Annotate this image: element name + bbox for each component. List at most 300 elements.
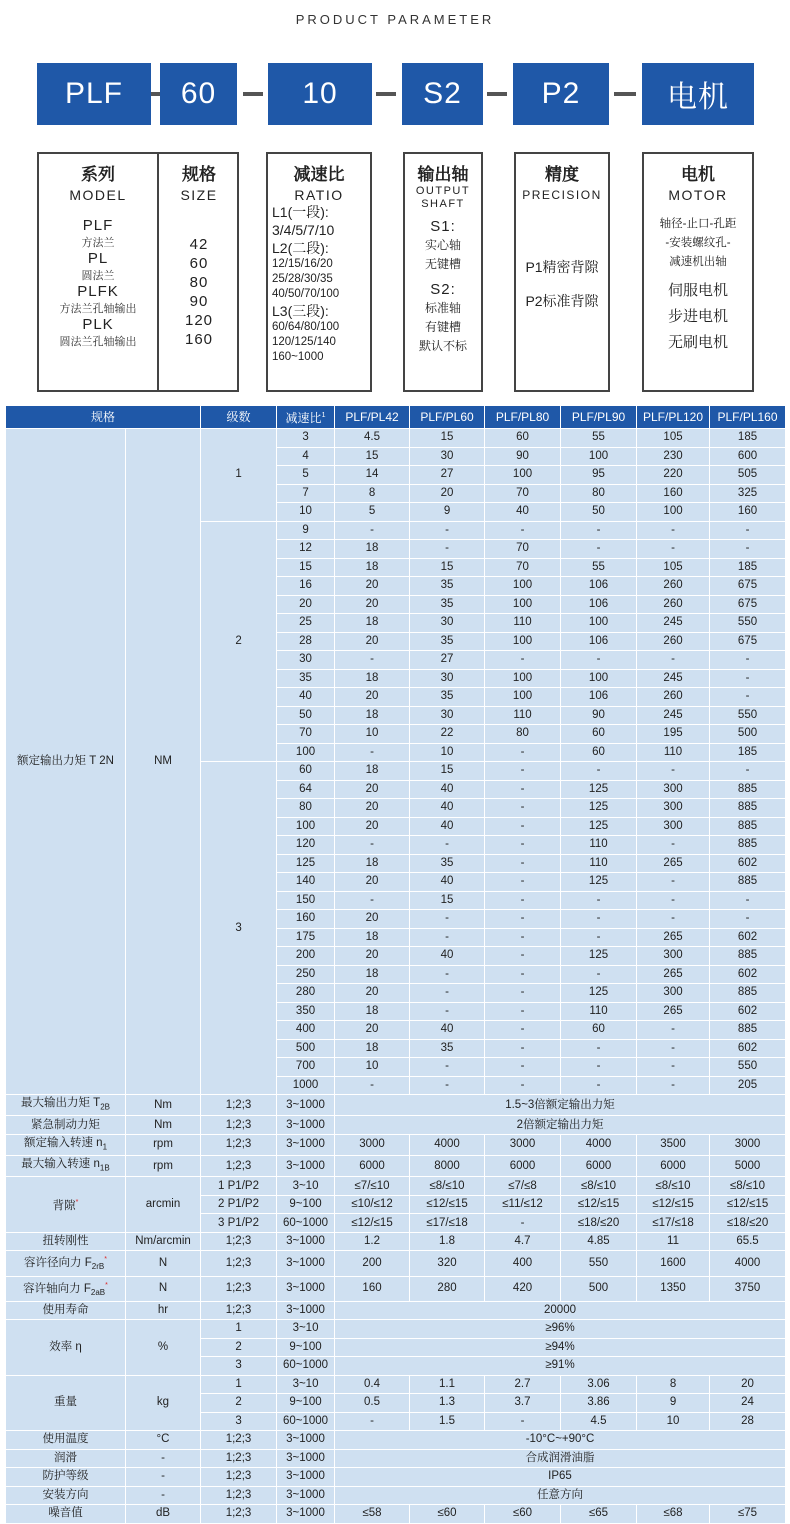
value-cell: 3.86 [561,1394,637,1413]
header-size: 规格 [6,406,201,429]
value-cell: 500 [710,725,786,744]
value-cell: 600 [710,447,786,466]
value-cell: 100 [561,669,637,688]
value-cell: 106 [561,632,637,651]
ratio-l3-values: 160~1000 [272,351,324,363]
merged-value-cell: ≥96% [335,1320,786,1339]
value-cell: 40 [410,1021,485,1040]
ratio-cell: 125 [277,854,335,873]
value-cell: - [637,1039,710,1058]
ratio-cell: 160 [277,910,335,929]
value-cell: - [710,651,786,670]
merged-value-cell: IP65 [335,1468,786,1487]
value-cell: ≤8/≤10 [637,1177,710,1196]
ratio-cell: 150 [277,891,335,910]
value-cell: 1.8 [410,1232,485,1251]
ratio-cell: 10 [277,503,335,522]
value-cell: 160 [637,484,710,503]
value-cell: 3000 [485,1134,561,1155]
value-cell: 35 [410,577,485,596]
value-cell: 70 [485,558,561,577]
value-cell: ≤75 [710,1505,786,1524]
value-cell: 35 [410,1039,485,1058]
value-cell: 60 [485,429,561,448]
ratio-cell: 140 [277,873,335,892]
value-cell: 110 [485,614,561,633]
value-cell: 18 [335,669,410,688]
stage-cell: 1;2;3 [201,1134,277,1155]
value-cell: 400 [485,1251,561,1276]
ratio-cell: 12 [277,540,335,559]
size-value: 160 [184,331,214,348]
value-cell: 320 [410,1251,485,1276]
value-cell: ≤17/≤18 [637,1214,710,1233]
value-cell: - [410,521,485,540]
ratio-cell: 4 [277,447,335,466]
value-cell: ≤12/≤15 [710,1195,786,1214]
value-cell: 280 [410,1276,485,1301]
value-cell: 35 [410,632,485,651]
table-row [6,1449,786,1468]
ratio-cell: 9 [277,521,335,540]
ratio-cell: 9~100 [277,1338,335,1357]
row-label: 紧急制动力矩 [6,1116,126,1135]
value-cell: 675 [710,595,786,614]
value-cell: - [637,836,710,855]
ratio-cell: 500 [277,1039,335,1058]
value-cell: - [637,1021,710,1040]
value-cell: - [637,651,710,670]
ratio-l2-values: 12/15/16/20 [272,258,333,270]
table-row [6,1431,786,1450]
merged-value-cell: 20000 [335,1301,786,1320]
ratio-cell: 1000 [277,1076,335,1095]
value-cell: 65.5 [710,1232,786,1251]
value-cell: - [485,780,561,799]
code-dash [243,92,263,96]
model-plf: PLF [82,217,114,234]
ratio-box [266,152,372,392]
merged-value-cell: 合成润滑油脂 [335,1449,786,1468]
row-label: 最大输出力矩 $T_{2B}$ [6,1095,126,1116]
ratio-cell: 9~100 [277,1394,335,1413]
value-cell: ≤7/≤10 [335,1177,410,1196]
ratio-cell: 60~1000 [277,1357,335,1376]
value-cell: 40 [410,780,485,799]
value-cell: 125 [561,873,637,892]
value-cell: 40 [410,947,485,966]
value-cell: ≤8/≤10 [710,1177,786,1196]
value-cell: 28 [710,1412,786,1431]
value-cell: ≤11/≤12 [485,1195,561,1214]
value-cell: - [410,1002,485,1021]
value-cell: - [561,928,637,947]
value-cell: - [335,743,410,762]
stage-cell: 1 [201,1320,277,1339]
value-cell: - [637,1076,710,1095]
stage-cell: 3 [201,1357,277,1376]
value-cell: - [710,910,786,929]
value-cell: 18 [335,706,410,725]
value-cell: 70 [485,540,561,559]
ratio-cell: 20 [277,595,335,614]
row-unit: rpm [126,1134,201,1155]
code-series: PLF [37,63,151,125]
value-cell: 110 [561,854,637,873]
stage-cell: 1;2;3 [201,1449,277,1468]
value-cell: 18 [335,1039,410,1058]
value-cell: 40 [485,503,561,522]
value-cell: 550 [710,614,786,633]
row-label: 润滑 [6,1449,126,1468]
row-label: 扭转刚性 [6,1232,126,1251]
value-cell: 4.5 [335,429,410,448]
value-cell: 125 [561,799,637,818]
value-cell: - [710,688,786,707]
value-cell: 420 [485,1276,561,1301]
table-row [6,1468,786,1487]
value-cell: 125 [561,984,637,1003]
value-cell: 20 [335,577,410,596]
value-cell: 602 [710,1002,786,1021]
value-cell: 300 [637,984,710,1003]
value-cell: 1350 [637,1276,710,1301]
row-unit: Nm/arcmin [126,1232,201,1251]
value-cell: - [485,984,561,1003]
value-cell: 3.06 [561,1375,637,1394]
shaft-s1-desc: 无键槽 [424,257,461,271]
value-cell: - [710,891,786,910]
value-cell: 22 [410,725,485,744]
value-cell: 18 [335,614,410,633]
value-cell: - [410,1076,485,1095]
value-cell: 885 [710,836,786,855]
value-cell: 230 [637,447,710,466]
size-value: 90 [189,293,209,310]
stage-cell: 2 [201,1338,277,1357]
model-heading: 系列 [81,165,115,184]
value-cell: 100 [561,447,637,466]
value-cell: 20 [335,595,410,614]
value-cell: 4.85 [561,1232,637,1251]
table-row [6,1251,786,1276]
row-unit: N [126,1276,201,1301]
stage-cell: 1;2;3 [201,1095,277,1116]
stage-cell: 1;2;3 [201,1301,277,1320]
value-cell: - [410,928,485,947]
value-cell: 70 [485,484,561,503]
ratio-cell: 15 [277,558,335,577]
table-row [6,1320,786,1339]
code-divider [151,92,160,96]
value-cell: ≤7/≤8 [485,1177,561,1196]
value-cell: 6000 [561,1156,637,1177]
value-cell: 60 [561,725,637,744]
value-cell: 0.4 [335,1375,410,1394]
merged-value-cell: ≥94% [335,1338,786,1357]
value-cell: - [485,817,561,836]
stage-cell: 3 P1/P2 [201,1214,277,1233]
value-cell: 220 [637,466,710,485]
value-cell: 602 [710,1039,786,1058]
value-cell: 195 [637,725,710,744]
value-cell: 265 [637,1002,710,1021]
ratio-cell: 3~1000 [277,1116,335,1135]
value-cell: 95 [561,466,637,485]
value-cell: - [485,873,561,892]
code-ratio: 10 [268,63,372,125]
table-row [6,1177,786,1196]
ratio-cell: 100 [277,743,335,762]
code-precision: P2 [513,63,609,125]
value-cell: 125 [561,817,637,836]
value-cell: - [335,651,410,670]
row-label: 使用温度 [6,1431,126,1450]
row-label: 背隙* [6,1177,126,1233]
value-cell: 3750 [710,1276,786,1301]
value-cell: - [410,836,485,855]
value-cell: 30 [410,614,485,633]
value-cell: 24 [710,1394,786,1413]
value-cell: 15 [410,762,485,781]
precision-p2: P2标准背隙 [525,293,599,309]
value-cell: 20 [410,484,485,503]
value-cell: 885 [710,873,786,892]
value-cell: 106 [561,577,637,596]
value-cell: - [485,1214,561,1233]
value-cell: 260 [637,632,710,651]
value-cell: 40 [410,817,485,836]
value-cell: 15 [410,558,485,577]
ratio-cell: 30 [277,651,335,670]
table-row [6,1095,786,1116]
size-heading: 规格 [182,165,216,184]
value-cell: ≤60 [410,1505,485,1524]
ratio-cell: 3~1000 [277,1505,335,1524]
ratio-cell: 3~1000 [277,1156,335,1177]
stage-cell: 1;2;3 [201,1251,277,1276]
row-unit: hr [126,1301,201,1320]
stage-cell: 1 [201,429,277,522]
value-cell: - [710,521,786,540]
value-cell: 885 [710,1021,786,1040]
stage-cell: 1;2;3 [201,1232,277,1251]
header-ratio-text: 减速比 [285,411,322,425]
stage-cell: 3 [201,762,277,1095]
value-cell: 885 [710,947,786,966]
value-cell: 885 [710,817,786,836]
value-cell: ≤18/≤20 [710,1214,786,1233]
ratio-cell: 3~1000 [277,1095,335,1116]
motor-note: 轴径-止口-孔距 [659,218,737,230]
row-unit: - [126,1449,201,1468]
size-value: 120 [184,312,214,329]
value-cell: 8 [335,484,410,503]
value-cell: 18 [335,1002,410,1021]
value-cell: 300 [637,799,710,818]
ratio-l3: L3(三段): [272,303,329,319]
merged-value-cell: ≥91% [335,1357,786,1376]
value-cell: 18 [335,928,410,947]
motor-brushless: 无刷电机 [667,334,728,351]
value-cell: 602 [710,928,786,947]
value-cell: 160 [710,503,786,522]
precision-p1: P1精密背隙 [525,259,599,275]
ratio-cell: 9~100 [277,1195,335,1214]
value-cell: 4000 [710,1251,786,1276]
value-cell: 10 [637,1412,710,1431]
value-cell: 3000 [335,1134,410,1155]
value-cell: ≤17/≤18 [410,1214,485,1233]
row-unit: °C [126,1431,201,1450]
ratio-cell: 3~1000 [277,1449,335,1468]
value-cell: - [485,762,561,781]
ratio-l3-values: 120/125/140 [272,336,336,348]
value-cell: 9 [637,1394,710,1413]
value-cell: 0.5 [335,1394,410,1413]
merged-value-cell: 1.5~3倍额定输出力矩 [335,1095,786,1116]
value-cell: 11 [637,1232,710,1251]
value-cell: 30 [410,669,485,688]
merged-value-cell: -10°C~+90°C [335,1431,786,1450]
shaft-s2-desc: 有键槽 [424,320,461,334]
value-cell: - [335,836,410,855]
header-col: PLF/PL42 [335,406,410,429]
value-cell: 20 [335,632,410,651]
value-cell: 90 [485,447,561,466]
value-cell: 2.7 [485,1375,561,1394]
value-cell: - [485,799,561,818]
model-plk: PLK [82,316,114,333]
ratio-heading: 减速比 [293,165,345,184]
row-label: 效率 η [6,1320,126,1376]
value-cell: - [485,1021,561,1040]
model-size-box [37,152,239,392]
value-cell: ≤12/≤15 [637,1195,710,1214]
row-unit: - [126,1468,201,1487]
model-pl: PL [87,250,109,267]
value-cell: 1.3 [410,1394,485,1413]
value-cell: 27 [410,466,485,485]
value-cell: - [485,836,561,855]
value-cell: 885 [710,984,786,1003]
row-label: 噪音值 [6,1505,126,1524]
stage-cell: 1 P1/P2 [201,1177,277,1196]
page-title: PRODUCT PARAMETER [295,12,495,27]
value-cell: - [410,910,485,929]
value-cell: 602 [710,965,786,984]
value-cell: 15 [335,447,410,466]
row-unit: % [126,1320,201,1376]
ratio-cell: 3~10 [277,1375,335,1394]
ratio-cell: 100 [277,817,335,836]
value-cell: - [485,965,561,984]
ratio-cell: 3~10 [277,1177,335,1196]
value-cell: - [485,1058,561,1077]
value-cell: 110 [561,836,637,855]
row-unit: Nm [126,1116,201,1135]
value-cell: - [561,762,637,781]
ratio-cell: 28 [277,632,335,651]
value-cell: 110 [637,743,710,762]
ratio-cell: 25 [277,614,335,633]
value-cell: 550 [710,706,786,725]
stage-cell: 1;2;3 [201,1505,277,1524]
ratio-cell: 200 [277,947,335,966]
table-row [6,1134,786,1155]
shaft-heading-en: SHAFT [421,198,465,210]
value-cell: 20 [335,780,410,799]
value-cell: 325 [710,484,786,503]
value-cell: 55 [561,429,637,448]
row-label: 使用寿命 [6,1301,126,1320]
ratio-cell: 60 [277,762,335,781]
value-cell: 4000 [410,1134,485,1155]
row-unit: NM [126,429,201,1095]
value-cell: 100 [637,503,710,522]
value-cell: 20 [335,688,410,707]
value-cell: 10 [335,1058,410,1077]
motor-stepper: 步进电机 [667,308,728,325]
stage-cell: 1;2;3 [201,1276,277,1301]
ratio-l2-values: 40/50/70/100 [272,288,340,300]
value-cell: 8000 [410,1156,485,1177]
merged-value-cell: 2倍额定输出力矩 [335,1116,786,1135]
value-cell: - [637,1058,710,1077]
value-cell: 20 [335,873,410,892]
value-cell: 18 [335,965,410,984]
ratio-cell: 60~1000 [277,1412,335,1431]
value-cell: - [485,521,561,540]
value-cell: 20 [335,799,410,818]
value-cell: 18 [335,854,410,873]
value-cell: - [561,891,637,910]
value-cell: 100 [561,614,637,633]
value-cell: - [410,1058,485,1077]
value-cell: - [637,891,710,910]
value-cell: - [637,521,710,540]
ratio-cell: 16 [277,577,335,596]
value-cell: 205 [710,1076,786,1095]
value-cell: 100 [485,595,561,614]
row-label: 防护等级 [6,1468,126,1487]
row-label: 最大输入转速 $n_{1B}$ [6,1156,126,1177]
ratio-cell: 400 [277,1021,335,1040]
value-cell: 245 [637,706,710,725]
value-cell: 27 [410,651,485,670]
value-cell: 885 [710,799,786,818]
value-cell: ≤10/≤12 [335,1195,410,1214]
value-cell: - [637,910,710,929]
value-cell: 550 [710,1058,786,1077]
stage-cell: 1;2;3 [201,1431,277,1450]
value-cell: 20 [335,1021,410,1040]
ratio-l2-values: 25/28/30/35 [272,273,333,285]
value-cell: 125 [561,947,637,966]
value-cell: 3.7 [485,1394,561,1413]
code-dash [376,92,396,96]
value-cell: 6000 [335,1156,410,1177]
value-cell: - [561,1039,637,1058]
spec-table-body [6,429,786,1524]
table-row [6,1156,786,1177]
value-cell: 20 [710,1375,786,1394]
row-label: 安装方向 [6,1486,126,1505]
shaft-heading-en: OUTPUT [415,185,471,197]
value-cell: - [485,854,561,873]
ratio-cell: 350 [277,1002,335,1021]
motor-heading-en: MOTOR [668,187,728,203]
